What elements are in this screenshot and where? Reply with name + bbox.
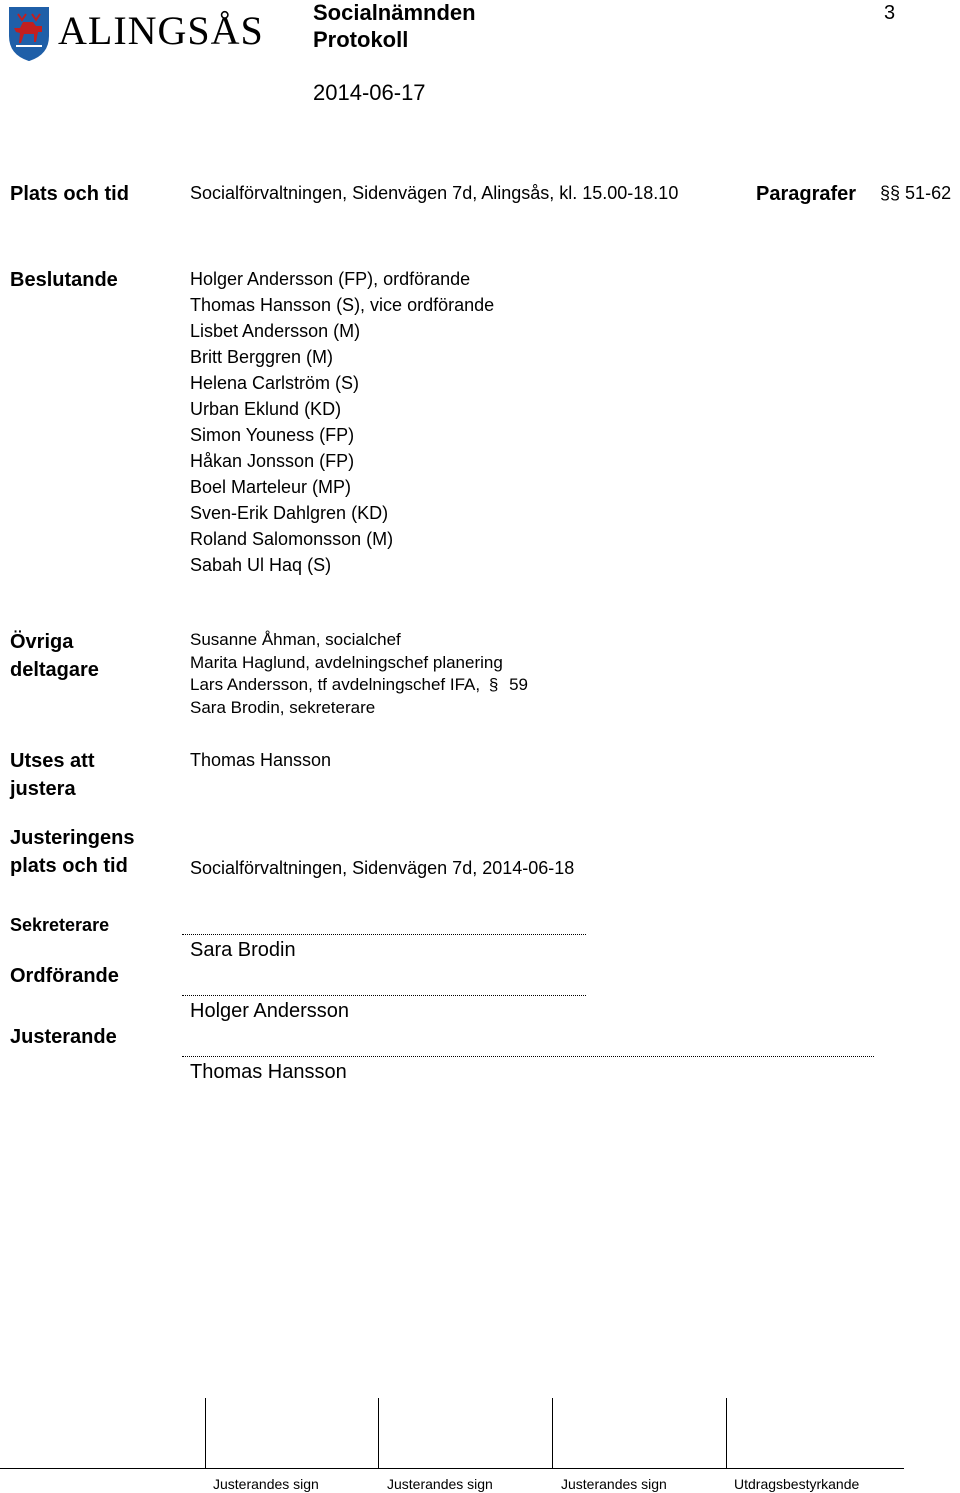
paragraphs-range: 51-62: [905, 183, 952, 203]
list-item: Simon Youness (FP): [190, 425, 355, 445]
adjustment-value: Socialförvaltningen, Sidenvägen 7d, 2014-06-18: [190, 858, 575, 878]
secretary-label: Sekreterare: [10, 915, 110, 935]
divider: [726, 1398, 727, 1468]
list-item: Lars Andersson, tf avdelningschef IFA, § 59: [190, 675, 528, 694]
other-participants-list: [190, 629, 528, 719]
divider: [378, 1398, 379, 1468]
divider: [552, 1398, 553, 1468]
list-item: Thomas Hansson (S), vice ordförande: [190, 295, 495, 315]
appointed-label: Utses att justera: [10, 750, 95, 800]
divider: [0, 1468, 904, 1469]
chair-name: Holger Andersson: [190, 1000, 349, 1022]
place-time-label: Plats och tid: [10, 183, 129, 205]
list-item: Helena Carlström (S): [190, 373, 360, 393]
adjuster-name: Thomas Hansson: [190, 1061, 347, 1083]
adjustment-label: Justeringens plats och tid: [10, 827, 135, 877]
appointed-value: Thomas Hansson: [190, 750, 332, 770]
footer-cell-label: Justerandes sign: [561, 1476, 667, 1492]
paragraphs-value: [880, 180, 951, 206]
footer-cell-label: Justerandes sign: [387, 1476, 493, 1492]
decision-makers-label: Beslutande: [10, 269, 118, 291]
section-sign-icon: §: [488, 675, 499, 694]
list-item: Boel Marteleur (MP): [190, 477, 352, 497]
page-number: 3: [884, 2, 896, 24]
chair-label: Ordförande: [10, 965, 119, 987]
secretary-name: Sara Brodin: [190, 939, 296, 961]
list-item: Holger Andersson (FP), ordförande: [190, 269, 471, 289]
list-item: Roland Salomonsson (M): [190, 529, 394, 549]
place-time-value: Socialförvaltningen, Sidenvägen 7d, Alingsås, kl. 15.00-18.10: [190, 183, 679, 203]
list-item: Susanne Åhman, socialchef: [190, 630, 401, 649]
chair-signature-line: [182, 995, 586, 996]
adjuster-signature-line: [182, 1056, 874, 1057]
adjuster-label: Justerande: [10, 1026, 117, 1048]
list-item: Marita Haglund, avdelningschef planering: [190, 652, 503, 672]
list-item: Sven-Erik Dahlgren (KD): [190, 503, 389, 523]
list-item: Sabah Ul Haq (S): [190, 555, 332, 575]
document-type: Protokoll: [313, 27, 409, 52]
meeting-date: 2014-06-17: [313, 80, 426, 105]
list-item: Urban Eklund (KD): [190, 399, 342, 419]
decision-makers-list: [190, 266, 494, 578]
paragraphs-label: Paragrafer: [756, 183, 857, 205]
footer-cell-label: Utdragsbestyrkande: [734, 1476, 860, 1492]
list-item: Lisbet Andersson (M): [190, 321, 361, 341]
list-item: Britt Berggren (M): [190, 347, 334, 367]
other-participants-label: Övriga deltagare: [10, 631, 99, 681]
coat-of-arms-icon: [8, 6, 50, 62]
footer-cell-label: Justerandes sign: [213, 1476, 319, 1492]
list-item: Håkan Jonsson (FP): [190, 451, 355, 471]
committee-name: Socialnämnden: [313, 0, 476, 25]
municipality-logo: [8, 6, 280, 64]
logo-wordmark: ALINGSÅS: [58, 8, 264, 53]
list-item: Sara Brodin, sekreterare: [190, 697, 376, 717]
footer-signature-boxes: [0, 1398, 904, 1492]
section-sign-icon: §§: [880, 183, 901, 203]
divider: [205, 1398, 206, 1468]
secretary-signature-line: [182, 934, 586, 935]
